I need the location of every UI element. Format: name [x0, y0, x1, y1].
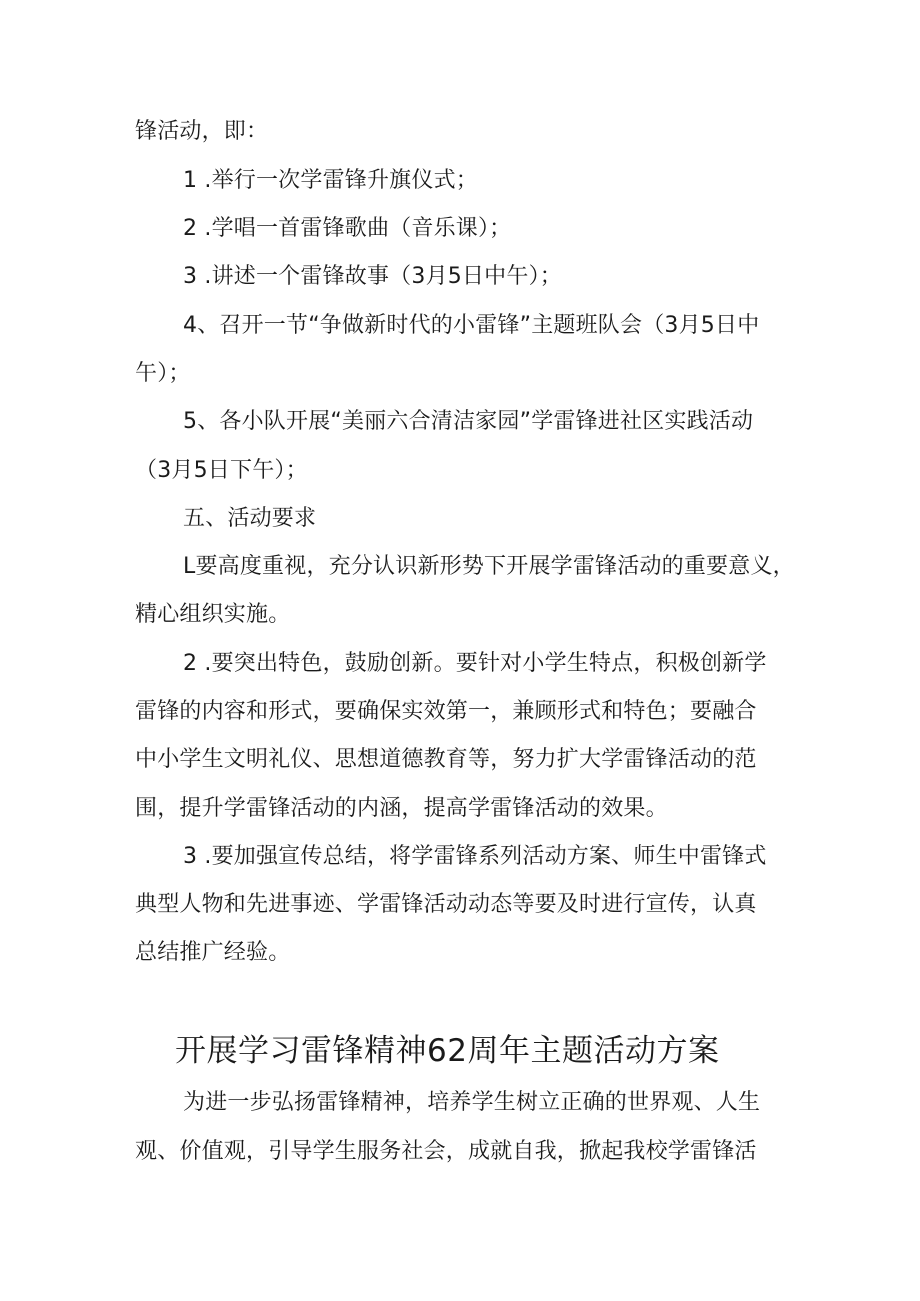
list-item: 4、召开一节“争做新时代的小雷锋”主题班队会（3月5日中 [183, 313, 760, 338]
list-item: 3 .要加强宣传总结，将学雷锋系列活动方案、师生中雷锋式 [183, 844, 767, 869]
text-line: 精心组织实施。 [135, 602, 291, 627]
list-item: 2 .学唱一首雷锋歌曲（音乐课）； [183, 216, 512, 241]
text-line: 午）； [135, 361, 191, 386]
intro-line: 观、价值观，引导学生服务社会，成就自我，掀起我校学雷锋活 [135, 1139, 757, 1164]
list-item: 3 .讲述一个雷锋故事（3月5日中午）； [183, 264, 562, 289]
list-item: 2 .要突出特色，鼓励创新。要针对小学生特点，积极创新学 [183, 651, 767, 676]
list-item: 1 .举行一次学雷锋升旗仪式； [183, 168, 478, 193]
intro-line: 为进一步弘扬雷锋精神，培养学生树立正确的世界观、人生 [183, 1090, 761, 1115]
text-line: 锋活动，即： [135, 119, 269, 144]
list-item: 5、各小队开展“美丽六合清洁家园”学雷锋进社区实践活动 [183, 409, 754, 434]
list-item: L要高度重视，充分认识新形势下开展学雷锋活动的重要意义， [183, 554, 795, 579]
text-line: 中小学生文明礼仪、思想道德教育等，努力扩大学雷锋活动的范 [135, 747, 757, 772]
text-line: 典型人物和先进事迹、学雷锋活动动态等要及时进行宣传，认真 [135, 892, 757, 917]
section-heading: 五、活动要求 [183, 506, 317, 531]
text-line: 总结推广经验。 [135, 940, 291, 965]
text-line: 雷锋的内容和形式，要确保实效第一，兼顾形式和特色；要融合 [135, 699, 757, 724]
text-line: 围，提升学雷锋活动的内涵，提高学雷锋活动的效果。 [135, 796, 668, 821]
section-title: 开展学习雷锋精神62周年主题活动方案 [175, 1033, 720, 1069]
text-line: （3月5日下午）； [135, 458, 308, 483]
